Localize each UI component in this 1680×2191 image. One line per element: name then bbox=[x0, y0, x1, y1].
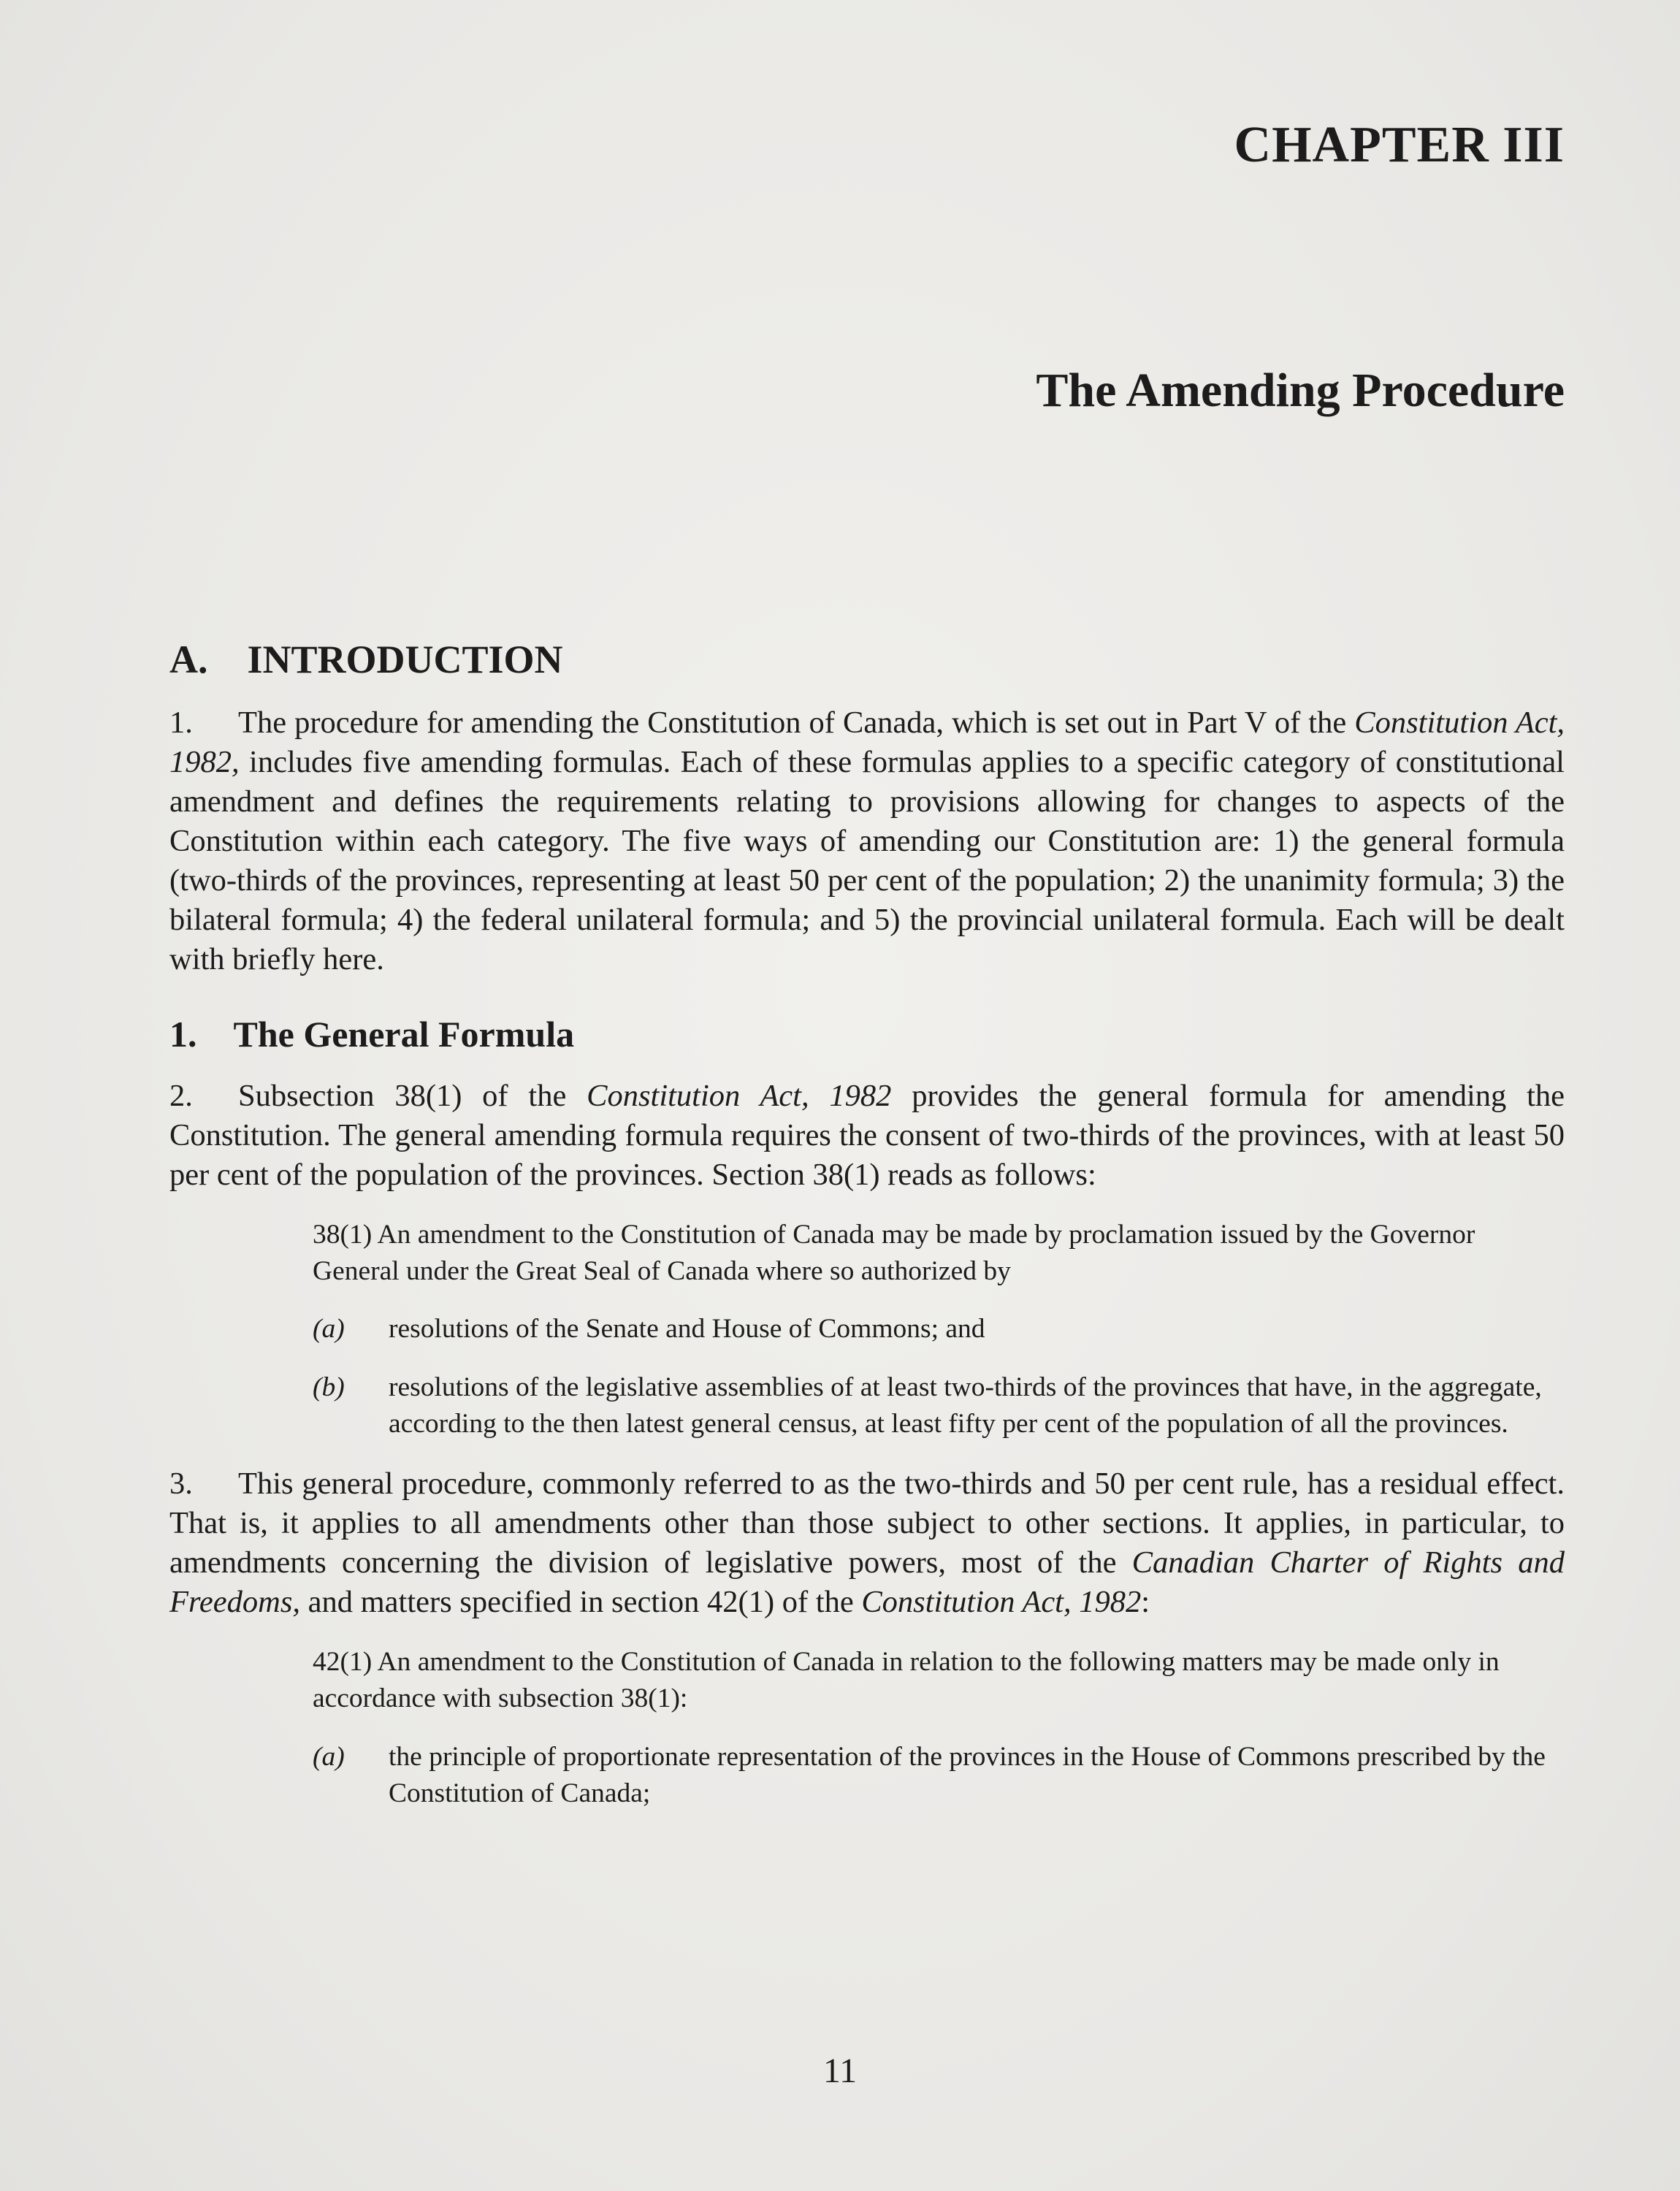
section-heading-introduction: A. INTRODUCTION bbox=[169, 637, 563, 681]
quote-clause bbox=[313, 1739, 1565, 1812]
quote-clause bbox=[313, 1369, 1565, 1442]
paragraph-text: : bbox=[1141, 1584, 1150, 1619]
quote-head: 38(1) An amendment to the Constitution of Canada may be made by proclamation issued by the Governor General under the Great Seal of Canada where so authorized by bbox=[313, 1219, 1475, 1286]
paragraph-text: Subsection 38(1) of the bbox=[238, 1078, 587, 1113]
quoted-section-42-1 bbox=[313, 1644, 1565, 1812]
paragraph-italic-text: Constitution Act, 1982 bbox=[861, 1584, 1142, 1619]
paragraph-italic-text: Constitution Act, 1982 bbox=[587, 1078, 892, 1113]
paragraph-text: and matters specified in section 42(1) of the bbox=[300, 1584, 862, 1619]
paragraph-2 bbox=[169, 1077, 1565, 1195]
chapter-title: The Amending Procedure bbox=[1036, 364, 1565, 417]
paragraph-text: includes five amending formulas. Each of these formulas applies to a specific category of constitutional amendment and defines the requirements relating to provisions allowing for changes to aspects of the Constitution within each category. The five ways of amending our Constitution are: 1) the general formula (two-thirds of the provinces, representing at least 50 per cent of the population; 2) the unanimity formula; 3) the bilateral formula; 4) the federal unilateral formula; and 5) the provincial unilateral formula. Each will be dealt with briefly here. bbox=[169, 744, 1565, 976]
chapter-label: CHAPTER III bbox=[1234, 117, 1565, 173]
paragraph-text: The procedure for amending the Constitution of Canada, which is set out in Part V of the bbox=[238, 705, 1355, 740]
clause-label: (a) bbox=[313, 1741, 345, 1772]
paragraph-number: 2. bbox=[169, 1078, 193, 1113]
clause-label: (a) bbox=[313, 1314, 345, 1345]
clause-text: resolutions of the Senate and House of Commons; and bbox=[389, 1314, 985, 1345]
quote-clause bbox=[313, 1311, 1565, 1347]
clause-text: resolutions of the legislative assemblies of at least two-thirds of the provinces that have, in the aggregate, according to the then latest general census, at least fifty per cent of the population of all the provinces. bbox=[389, 1372, 1542, 1439]
page-content bbox=[169, 117, 1565, 1811]
paragraph-italic-text: Constitution Act, 1982, bbox=[169, 705, 1565, 779]
paragraph-3 bbox=[169, 1464, 1565, 1622]
paragraph-text: This general procedure, commonly referred to as the two-thirds and 50 per cent rule, has a residual effect. That is, it applies to all amendments other than those subject to other sections. It applies, in particular, to amendments concerning the division of legislative powers, most of the bbox=[169, 1467, 1565, 1580]
paragraph-text: provides the general formula for amending the Constitution. The general amending formula requires the consent of two-thirds of the provinces, with at least 50 per cent of the population of the provinces. Section 38(1) reads as follows: bbox=[169, 1078, 1565, 1192]
page-number: 11 bbox=[822, 2052, 858, 2090]
clause-label: (b) bbox=[313, 1372, 345, 1403]
subsection-heading-general-formula: 1. The General Formula bbox=[169, 1013, 575, 1055]
paragraph-italic-text: Canadian Charter of Rights and Freedoms, bbox=[169, 1545, 1565, 1619]
paragraph-number: 3. bbox=[169, 1467, 193, 1502]
paragraph-1 bbox=[169, 703, 1565, 979]
paragraph-number: 1. bbox=[169, 705, 193, 740]
clause-text: the principle of proportionate representation of the provinces in the House of Commons prescribed by the Constitution of Canada; bbox=[389, 1741, 1546, 1808]
quote-head: 42(1) An amendment to the Constitution of Canada in relation to the following matters may be made only in accordance with subsection 38(1): bbox=[313, 1646, 1500, 1713]
quoted-section-38-1 bbox=[313, 1217, 1565, 1442]
